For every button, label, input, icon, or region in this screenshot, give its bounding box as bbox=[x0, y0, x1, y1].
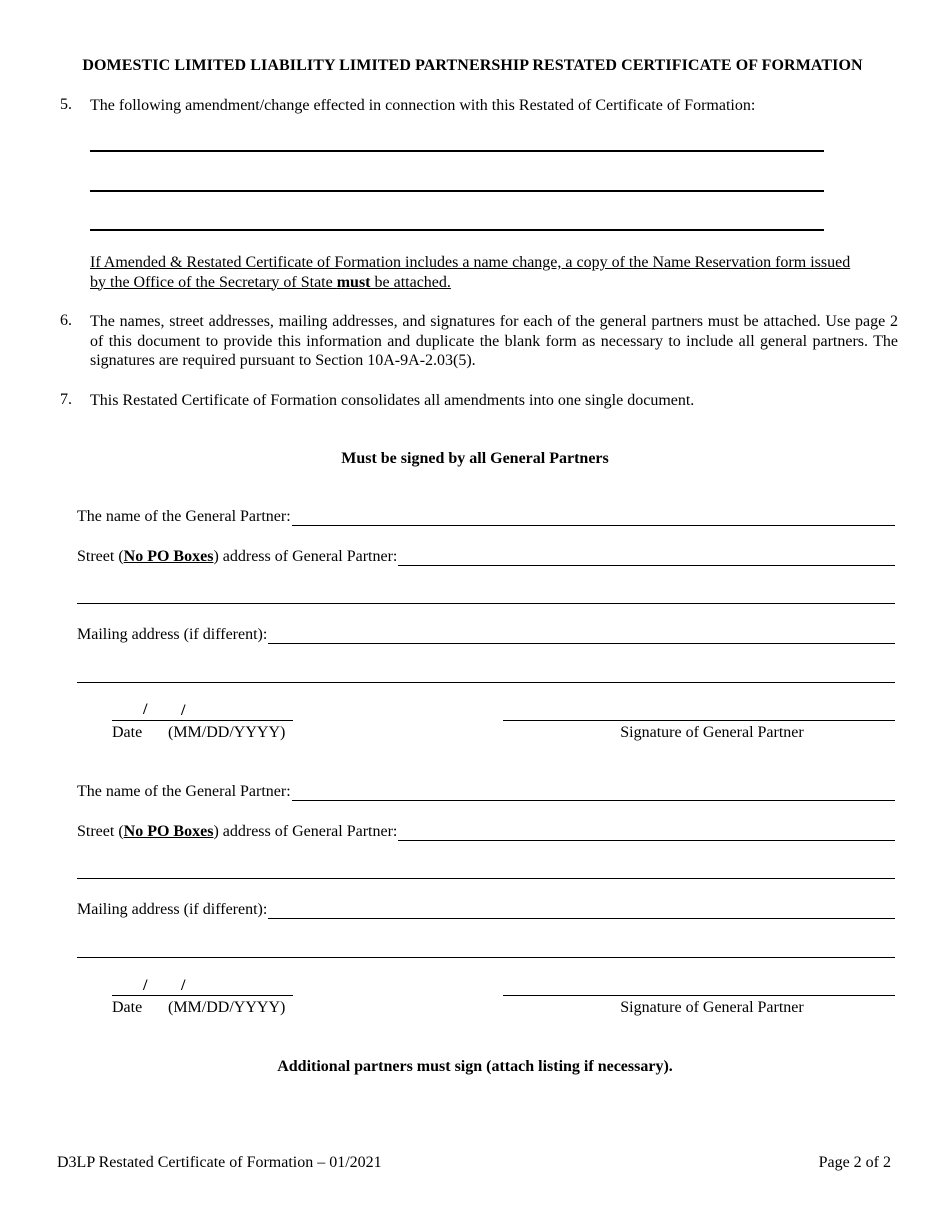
partner-2-date-slash-2: / bbox=[181, 977, 186, 994]
street-label-emphasis: No PO Boxes bbox=[123, 548, 214, 565]
item-6-number: 6. bbox=[60, 312, 72, 329]
partner-1-name-row bbox=[77, 508, 895, 526]
footer-form-id: D3LP Restated Certificate of Formation – 01/2021 bbox=[57, 1154, 382, 1171]
partner-1-mailing-row bbox=[77, 626, 895, 644]
partner-2-signature-label: Signature of General Partner bbox=[620, 999, 804, 1016]
additional-partners-note: Additional partners must sign (attach listing if necessary). bbox=[277, 1058, 673, 1075]
item-6-text: The names, street addresses, mailing addresses, and signatures for each of the general partners must be attached. Use page 2 of this document to provide this information and duplicate the blank form as necessary to include all general partners. The signatures are required pursuant to Section 10A-9A-2.03(5). bbox=[90, 313, 898, 369]
name-change-note-text: If Amended & Restated Certificate of Formation includes a name change, a copy of the Name Reservation form issued by the Office of the Secretary of State bbox=[90, 254, 851, 291]
partner-1-mailing-field-line-2[interactable] bbox=[77, 682, 895, 683]
page-title: DOMESTIC LIMITED LIABILITY LIMITED PARTNERSHIP RESTATED CERTIFICATE OF FORMATION bbox=[82, 57, 863, 74]
partner-2-mailing-field-line-2[interactable] bbox=[77, 957, 895, 958]
partner-1-street-row bbox=[77, 548, 895, 566]
partner-2-date-field[interactable] bbox=[112, 995, 293, 996]
partner-2-mailing-field[interactable] bbox=[268, 902, 895, 919]
name-change-note-emphasis: must bbox=[336, 273, 371, 291]
partner-2-street-label bbox=[77, 823, 397, 841]
partner-1-date-slash-1: / bbox=[143, 701, 148, 718]
partner-1-street-label bbox=[77, 548, 397, 566]
partner-1-date-slash-2: / bbox=[181, 702, 186, 719]
item-5-number: 5. bbox=[60, 96, 72, 113]
item-7-number: 7. bbox=[60, 391, 72, 408]
partner-1-street-field-line-2[interactable] bbox=[77, 603, 895, 604]
footer-page-number: Page 2 of 2 bbox=[818, 1154, 891, 1171]
partner-1-date-field[interactable] bbox=[112, 720, 293, 721]
partner-2-name-row bbox=[77, 783, 895, 801]
partner-1-signature-label: Signature of General Partner bbox=[620, 724, 804, 741]
item-5-text: The following amendment/change effected in connection with this Restated of Certificate of Formation: bbox=[90, 97, 756, 114]
partner-1-street-field[interactable] bbox=[398, 549, 895, 566]
street-label-suffix: ) address of General Partner: bbox=[213, 823, 398, 840]
partner-1-signature-field[interactable] bbox=[503, 720, 895, 721]
partner-2-date-label: Date bbox=[112, 999, 143, 1016]
partner-1-mailing-label: Mailing address (if different): bbox=[77, 626, 268, 643]
item-7-text: This Restated Certificate of Formation consolidates all amendments into one single document. bbox=[90, 392, 695, 409]
name-change-note bbox=[90, 253, 865, 292]
partner-2-date-slash-1: / bbox=[143, 977, 148, 994]
partner-2-name-field[interactable] bbox=[292, 784, 895, 801]
partner-2-date-format: (MM/DD/YYYY) bbox=[168, 999, 286, 1016]
partner-1-date-format: (MM/DD/YYYY) bbox=[168, 724, 286, 741]
street-label-prefix: Street ( bbox=[77, 548, 124, 565]
amendment-line-3[interactable] bbox=[90, 229, 824, 231]
partner-1-mailing-field[interactable] bbox=[268, 627, 895, 644]
partner-2-mailing-label: Mailing address (if different): bbox=[77, 901, 268, 918]
street-label-emphasis: No PO Boxes bbox=[123, 823, 214, 840]
street-label-prefix: Street ( bbox=[77, 823, 124, 840]
partner-2-signature-field[interactable] bbox=[503, 995, 895, 996]
partner-2-street-field[interactable] bbox=[398, 824, 895, 841]
partner-2-street-row bbox=[77, 823, 895, 841]
sign-heading: Must be signed by all General Partners bbox=[341, 450, 609, 467]
partner-1-date-label: Date bbox=[112, 724, 143, 741]
partner-2-mailing-row bbox=[77, 901, 895, 919]
amendment-line-1[interactable] bbox=[90, 150, 824, 152]
partner-2-street-field-line-2[interactable] bbox=[77, 878, 895, 879]
amendment-line-2[interactable] bbox=[90, 190, 824, 192]
street-label-suffix: ) address of General Partner: bbox=[213, 548, 398, 565]
partner-1-name-label: The name of the General Partner: bbox=[77, 508, 291, 525]
partner-2-name-label: The name of the General Partner: bbox=[77, 783, 291, 800]
name-change-note-end: be attached. bbox=[370, 273, 451, 291]
partner-1-name-field[interactable] bbox=[292, 509, 895, 526]
